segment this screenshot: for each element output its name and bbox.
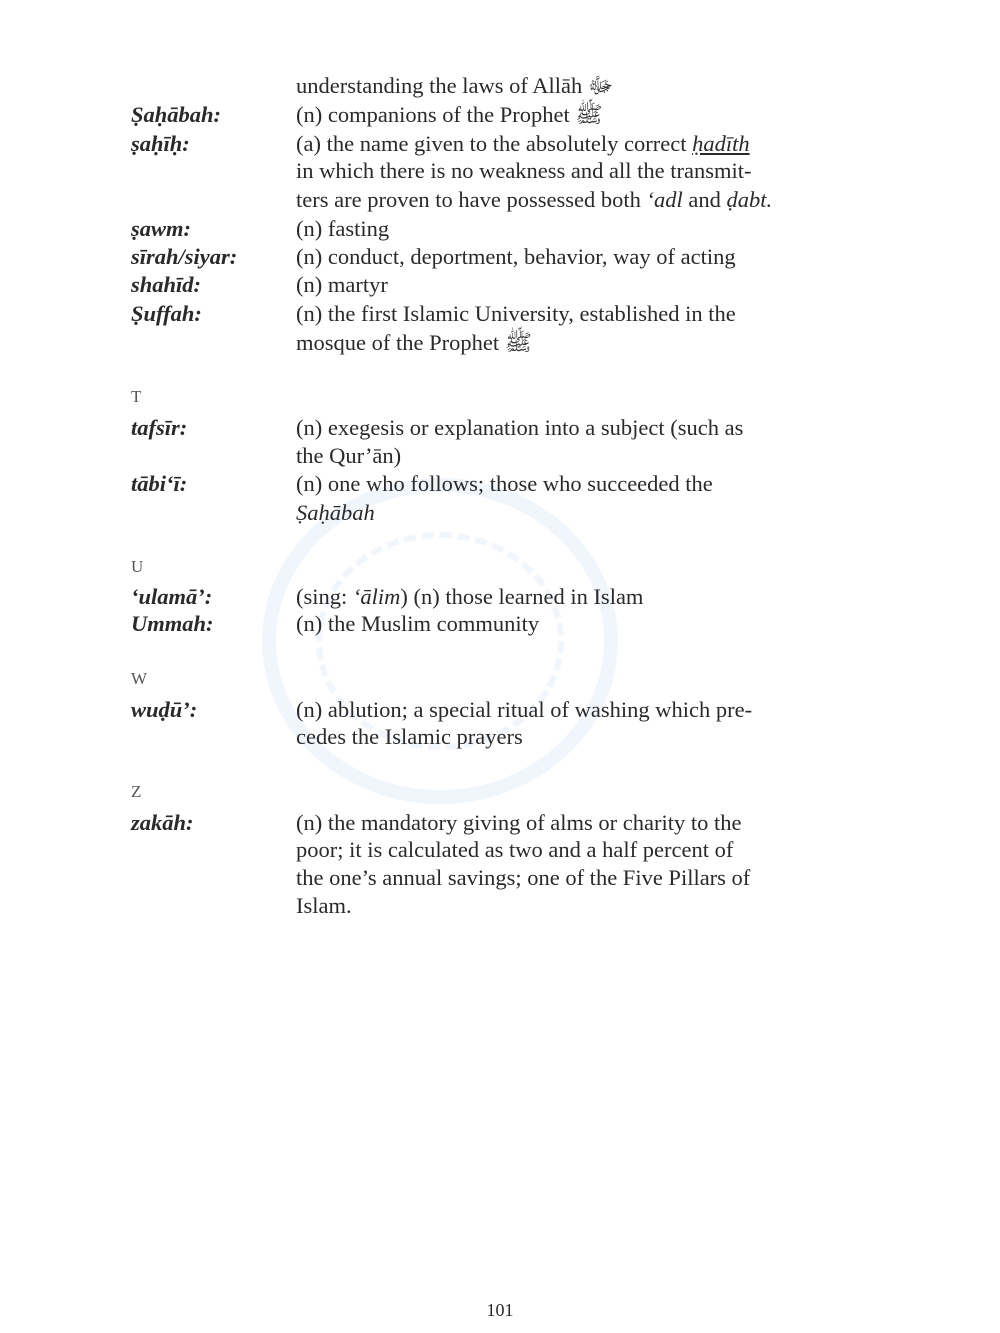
term-sahih: ṣaḥīḥ: [131, 131, 190, 156]
term-shahid: shahīd: [131, 272, 202, 297]
definition-zakah-line-3: the one’s annual savings; one of the Five Pillars of [296, 865, 751, 890]
section-letter-u: U [131, 557, 144, 576]
term-sahabah: Ṣaḥābah: [131, 102, 222, 127]
definition-sahabah: (n) companions of the Prophet ﷺ [296, 102, 603, 127]
definition-zakah-line-4: Islam. [296, 893, 352, 918]
definition-line: understanding the laws of Allāh ﷻ [296, 73, 614, 98]
definition-shahid: (n) martyr [296, 272, 388, 297]
definition-wudu-line-2: cedes the Islamic prayers [296, 724, 523, 749]
definition-sawm: (n) fasting [296, 216, 390, 241]
term-ummah: Ummah: [131, 611, 214, 636]
definition-wudu-line-1: (n) ablution; a special ritual of washing which pre- [296, 697, 753, 722]
section-letter-z: Z [131, 782, 142, 801]
term-suffah: Ṣuffah: [131, 301, 202, 326]
italic-term: ‘adl [646, 187, 683, 212]
definition-text: ters are proven to have possessed both [296, 187, 647, 212]
italic-term: ‘ālim [352, 584, 401, 609]
term-wudu: wuḍū’: [131, 697, 198, 722]
definition-ulama [296, 583, 643, 611]
definition-sahih-line-2: in which there is no weakness and all the transmit- [296, 158, 752, 183]
section-letter-w: W [131, 669, 148, 688]
definition-zakah-line-1: (n) the mandatory giving of alms or charity to the [296, 810, 742, 835]
definition-sahih-line-3 [296, 186, 772, 214]
section-letter-t: T [131, 387, 142, 406]
definition-tabii-line-2: Ṣaḥābah [296, 500, 375, 525]
term-zakah: zakāh: [131, 810, 194, 835]
term-tafsir: tafsīr: [131, 415, 188, 440]
italic-term: ḥadīth [692, 131, 750, 156]
definition-sirah: (n) conduct, deportment, behavior, way of acting [296, 244, 736, 269]
term-ulama: ‘ulamā’: [131, 584, 213, 609]
definition-suffah-line-1: (n) the first Islamic University, established in the [296, 301, 736, 326]
definition-text: ) (n) those learned in Islam [400, 584, 644, 609]
definition-text: (sing: [296, 584, 353, 609]
term-sawm: ṣawm: [131, 216, 192, 241]
definition-text: (a) the name given to the absolutely correct [296, 131, 693, 156]
term-sirah: sīrah/siyar: [131, 244, 238, 269]
definition-ummah: (n) the Muslim community [296, 611, 540, 636]
definition-sahih-line-1 [296, 130, 750, 158]
definition-tafsir-line-1: (n) exegesis or explanation into a subject (such as [296, 415, 744, 440]
definition-tafsir-line-2: the Qur’ān) [296, 443, 402, 468]
italic-term: ḍabt. [726, 187, 773, 212]
term-tabii: tābi‘ī: [131, 471, 188, 496]
definition-zakah-line-2: poor; it is calculated as two and a half percent of [296, 837, 734, 862]
page-number: 101 [486, 1300, 514, 1320]
definition-tabii-line-1: (n) one who follows; those who succeeded the [296, 471, 713, 496]
definition-suffah-line-2: mosque of the Prophet ﷺ [296, 330, 532, 355]
definition-text: and [682, 187, 727, 212]
